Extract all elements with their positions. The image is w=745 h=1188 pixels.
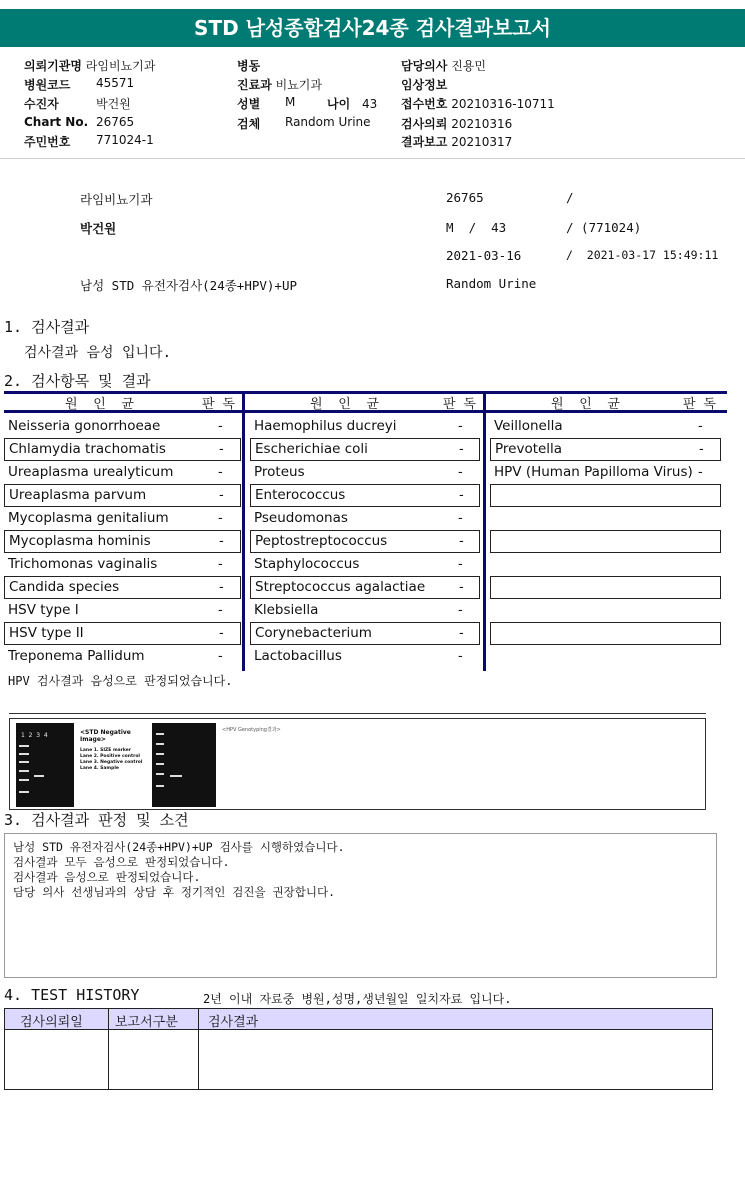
lane-labels: 1 2 3 4	[21, 732, 48, 739]
patient-id: / (771024)	[566, 220, 642, 235]
header-row	[24, 95, 59, 112]
divider	[0, 158, 745, 159]
organism-name: HSV type II	[9, 625, 84, 641]
result-mark: -	[218, 511, 223, 526]
header-row	[24, 115, 88, 129]
result-mark: -	[458, 603, 463, 618]
organism-name: Neisseria gonorrhoeae	[8, 418, 161, 434]
result-mark: -	[458, 419, 463, 434]
result-mark: -	[458, 511, 463, 526]
header-value: 43	[362, 97, 378, 111]
specimen: Random Urine	[446, 276, 537, 291]
organism-name: HSV type I	[8, 602, 79, 618]
result-mark: -	[459, 626, 464, 641]
table-row	[4, 415, 241, 438]
table-row	[250, 645, 480, 668]
header-value: 26765	[96, 115, 135, 129]
legend-title: <STD Negative Image>	[80, 729, 131, 743]
sex-age: M / 43	[446, 220, 507, 235]
result-mark: -	[459, 580, 464, 595]
header-label: 수진자	[24, 97, 59, 111]
section-2-title: 2. 검사항목 및 결과	[4, 372, 151, 390]
result-mark: -	[458, 649, 463, 664]
organism-name: Klebsiella	[254, 602, 319, 618]
header-label: 진료과	[237, 78, 272, 92]
legend-line: Lane 2. Positive control	[80, 754, 140, 759]
header-row	[24, 57, 155, 74]
opinion-line: 검사결과 모두 음성으로 판정되었습니다.	[13, 855, 230, 869]
header-row	[401, 57, 486, 74]
header-label: 검사의뢰	[401, 117, 448, 131]
organism-name: Candida species	[9, 579, 120, 595]
organism-name: Prevotella	[495, 441, 563, 457]
report-datetime: / 2021-03-17 15:49:11	[566, 248, 719, 262]
header-label: 검체	[237, 117, 261, 131]
organism-name: Staphylococcus	[254, 556, 360, 572]
header-label: 병원코드	[24, 78, 71, 92]
header-value: 박건원	[96, 97, 131, 111]
organism-name: Treponema Pallidum	[8, 648, 145, 664]
header-label: 의뢰기관명	[24, 59, 82, 73]
header-value: 20210316	[451, 117, 513, 131]
header-value: 라임비뇨기과	[85, 59, 156, 73]
table-row	[250, 599, 480, 622]
header-row	[24, 133, 70, 150]
column-header: 원 인 균	[551, 397, 620, 412]
legend-line: Lane 1. SIZE marker	[80, 748, 132, 753]
table-row	[4, 484, 241, 507]
empty-row	[490, 484, 721, 507]
table-row	[4, 461, 241, 484]
column-header: 원 인 균	[310, 397, 379, 412]
header-label: 담당의사	[401, 59, 448, 73]
header-value: 45571	[96, 76, 135, 90]
table-row	[4, 622, 241, 645]
chart-number: 26765	[446, 190, 484, 205]
section-3-title: 3. 검사결과 판정 및 소견	[4, 811, 189, 829]
table-row	[250, 484, 480, 507]
legend-line: Lane 3. Negative control	[80, 760, 143, 765]
result-mark: -	[218, 649, 223, 664]
table-row	[4, 599, 241, 622]
organism-name: Ureaplasma parvum	[9, 487, 147, 503]
result-mark: -	[218, 419, 223, 434]
organism-name: Proteus	[254, 464, 305, 480]
table-row	[490, 415, 721, 438]
judge-header: 판 독	[202, 397, 235, 412]
header-value: 비뇨기과	[275, 78, 322, 92]
organism-name: Chlamydia trachomatis	[9, 441, 166, 457]
history-note: 2년 이내 자료중 병원,성명,생년월일 일치자료 입니다.	[203, 992, 512, 1006]
header-row	[327, 95, 377, 112]
column-divider	[108, 1009, 109, 1089]
table-row	[250, 507, 480, 530]
table-row	[250, 553, 480, 576]
table-row	[490, 438, 721, 461]
table-row	[250, 415, 480, 438]
result-mark: -	[218, 603, 223, 618]
header-label: 주민번호	[24, 135, 71, 149]
section-4-title: 4. TEST HISTORY	[4, 986, 140, 1004]
header-label: Chart No.	[24, 115, 89, 129]
gel-legend	[76, 723, 148, 807]
table-row	[250, 461, 480, 484]
legend-line: Lane 4. Sample	[80, 766, 119, 771]
opinion-line: 남성 STD 유전자검사(24종+HPV)+UP 검사를 시행하였습니다.	[13, 840, 345, 854]
header-label: 병동	[237, 59, 261, 73]
hpv-gel-image	[152, 723, 216, 807]
table-row	[4, 645, 241, 668]
organism-name: HPV (Human Papilloma Virus)	[494, 464, 693, 480]
header-label: 임상정보	[401, 78, 448, 92]
column-header: 원 인 균	[65, 397, 134, 412]
request-date: 2021-03-16	[446, 248, 522, 263]
organism-name: Mycoplasma genitalium	[8, 510, 169, 526]
organism-name: Haemophilus ducreyi	[254, 418, 397, 434]
opinion-line: 검사결과 음성으로 판정되었습니다.	[13, 870, 201, 884]
result-summary: 검사결과 음성 입니다.	[24, 345, 172, 361]
empty-row	[490, 622, 721, 645]
header-row	[401, 115, 512, 132]
clinic-name: 라임비뇨기과	[80, 192, 153, 207]
organism-name: Enterococcus	[255, 487, 346, 503]
table-row	[4, 553, 241, 576]
table-row	[4, 576, 241, 599]
result-mark: -	[699, 442, 704, 457]
test-name: 남성 STD 유전자검사(24종+HPV)+UP	[80, 278, 298, 293]
header-value: 20210316-10711	[451, 97, 555, 111]
result-mark: -	[459, 442, 464, 457]
header-row	[401, 76, 447, 93]
judge-header: 판 독	[443, 397, 476, 412]
history-col-report-type: 보고서구분	[115, 1015, 178, 1030]
divider	[9, 713, 706, 714]
table-row	[4, 507, 241, 530]
opinion-box	[4, 833, 717, 978]
empty-row	[490, 576, 721, 599]
header-row	[24, 76, 70, 93]
header-row	[401, 95, 555, 112]
gel-image-panel	[9, 718, 706, 810]
history-table-header	[5, 1009, 712, 1030]
table-row	[250, 622, 480, 645]
organism-name: Peptostreptococcus	[255, 533, 388, 549]
result-mark: -	[219, 442, 224, 457]
header-row	[237, 95, 260, 112]
history-col-request-date: 검사의뢰일	[20, 1015, 83, 1030]
result-mark: -	[458, 465, 463, 480]
separator: /	[566, 190, 574, 205]
organism-name: Ureaplasma urealyticum	[8, 464, 174, 480]
opinion-line: 담당 의사 선생님과의 상담 후 정기적인 검진을 권장합니다.	[13, 885, 336, 899]
header-row	[401, 133, 512, 150]
column-divider	[198, 1009, 199, 1089]
organism-name: Veillonella	[494, 418, 563, 434]
result-mark: -	[218, 465, 223, 480]
result-mark: -	[459, 534, 464, 549]
table-row	[4, 530, 241, 553]
organism-name: Trichomonas vaginalis	[8, 556, 158, 572]
history-table	[4, 1008, 713, 1090]
result-mark: -	[218, 557, 223, 572]
patient-name: 박건원	[80, 221, 117, 236]
table-row	[490, 461, 721, 484]
result-mark: -	[219, 626, 224, 641]
header-value: Random Urine	[285, 115, 371, 129]
header-value: 진용민	[451, 59, 486, 73]
section-1-title: 1. 검사결과	[4, 318, 90, 336]
judge-header: 판 독	[683, 397, 716, 412]
header-value: M	[285, 95, 296, 109]
report-title: STD 남성종합검사24종 검사결과보고서	[0, 9, 745, 47]
table-row	[250, 576, 480, 599]
result-mark: -	[698, 465, 703, 480]
result-mark: -	[219, 534, 224, 549]
header-label: 결과보고	[401, 135, 448, 149]
table-row	[250, 438, 480, 461]
result-mark: -	[219, 580, 224, 595]
header-label: 성별	[237, 97, 261, 111]
organism-name: Escherichiae coli	[255, 441, 368, 457]
result-mark: -	[219, 488, 224, 503]
result-mark: -	[459, 488, 464, 503]
result-mark: -	[458, 557, 463, 572]
hpv-note: HPV 검사결과 음성으로 판정되었습니다.	[8, 674, 233, 688]
history-col-result: 검사결과	[208, 1015, 259, 1030]
empty-row	[490, 530, 721, 553]
organism-name: Lactobacillus	[254, 648, 342, 664]
result-mark: -	[698, 419, 703, 434]
header-row	[237, 57, 260, 74]
organism-name: Pseudomonas	[254, 510, 348, 526]
header-label: 나이	[327, 97, 351, 111]
header-row	[237, 76, 322, 93]
column-divider	[483, 391, 486, 671]
table-row	[4, 438, 241, 461]
header-value: 771024-1	[96, 133, 154, 147]
hpv-caption: <HPV Genotyping결과>	[222, 727, 281, 733]
table-row	[250, 530, 480, 553]
header-label: 접수번호	[401, 97, 448, 111]
gel-image	[16, 723, 74, 807]
header-row	[237, 115, 260, 132]
column-divider	[242, 391, 245, 671]
organism-name: Streptococcus agalactiae	[255, 579, 426, 595]
header-value: 20210317	[451, 135, 513, 149]
organism-name: Corynebacterium	[255, 625, 372, 641]
organism-name: Mycoplasma hominis	[9, 533, 151, 549]
